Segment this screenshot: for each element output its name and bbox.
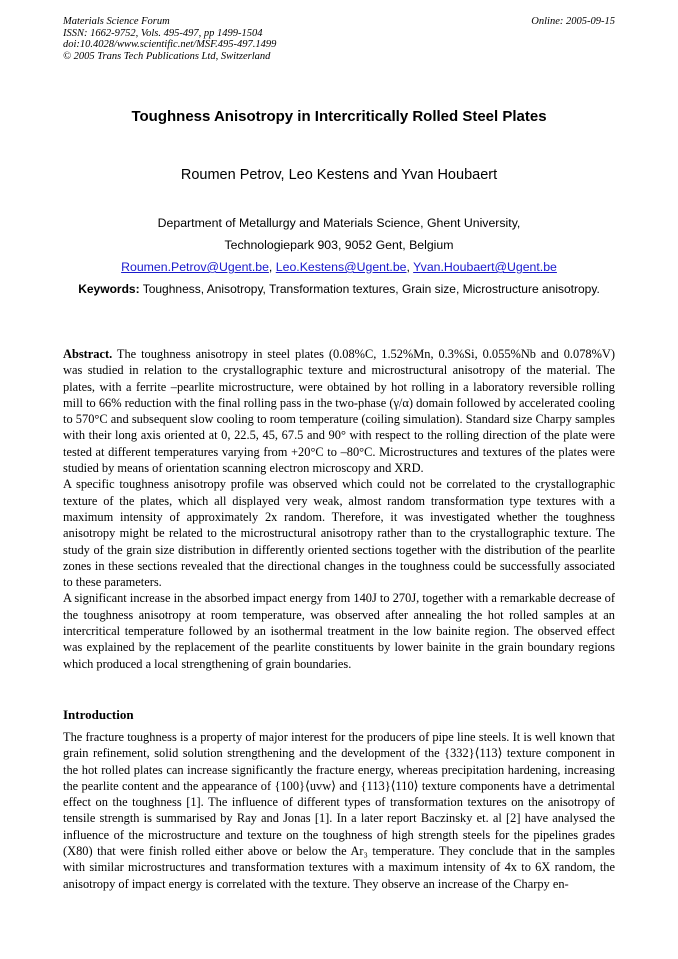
journal-header [63,16,615,62]
email-link-petrov[interactable]: Roumen.Petrov@Ugent.be [121,260,269,274]
keywords-label: Keywords: [78,282,140,296]
issn-line: ISSN: 1662-9752, Vols. 495-497, pp 1499-1504 [63,27,263,39]
email-link-kestens[interactable]: Leo.Kestens@Ugent.be [275,260,407,274]
copyright-line: © 2005 Trans Tech Publications Ltd, Switzerland [63,50,271,62]
affiliation-line-1: Department of Metallurgy and Materials Science, Ghent University, [157,216,521,230]
online-date: Online: 2005-09-15 [531,16,615,27]
section-heading-introduction: Introduction [63,707,134,722]
keywords [75,282,603,298]
abstract-text-1: The toughness anisotropy in steel plates (0.08%C, 1.52%Mn, 0.3%Si, 0.055%Nb and 0.078%V) was studied in relation to the crystallographic texture and microstructural anisotropy of the material. The plates, with a ferrite –pearlite microstructure, were obtained by hot rolling in a laboratory reversible rolling mill to 66% reduction with the final rolling pass in the two-phase (γ/α) domain followed by accelerated cooling to 570°C and subsequent slow cooling to room temperature (coiling simulation). Standard size Charpy samples with their long axis oriented at 0, 22.5, 45, 67.5 and 90° with respect to the rolling direction of the plate were tested at different temperatures varying from +20°C to –80°C. Microstructures and textures of the plates were studied by means of orientation scanning electron microscopy and XRD. [63,347,615,476]
introduction-body [63,729,615,892]
journal-name: Materials Science Forum [63,16,170,27]
abstract-paragraph-2: A specific toughness anisotropy profile was observed which could not be correlated to the crystallographic texture of the plates, which all displayed very weak, almost random transformation type textures with a maximum intensity of approximately 2x random. Therefore, it was investigated whether the toughness anisotropy might be related to the microstructural anisotropy rather than to the crystallographic texture. The study of the grain size distribution in differently oriented sections together with the distribution of the pearlite zones in these sections revealed that the directional changes in the toughness could be successfully associated to these parameters. [63,477,615,590]
doi-line: doi:10.4028/www.scientific.net/MSF.495-497.1499 [63,39,277,50]
affiliation-line-2: Technologiepark 903, 9052 Gent, Belgium [224,238,454,252]
abstract-paragraph-1 [63,346,615,476]
author-list: Roumen Petrov, Leo Kestens and Yvan Houbaert [180,167,498,183]
introduction-paragraph-1: The fracture toughness is a property of major interest for the producers of pipe line steels. It is well known that grain refinement, solid solution strengthening and the development of the {332}⟨113⟩ texture component in the hot rolled plates can increase significantly the fracture energy, whereas precipitation hardening, increasing the pearlite content and the appearance of {100}⟨uvw⟩ and {113}⟨110⟩ texture components have a detrimental effect on the toughness [1]. The influence of different types of transformation textures on the anisotropy of tensile strength is summarised by Ray and Jonas [1]. In a later report Baczinsky et. al [2] have analysed the influence of the microstructure and texture on the toughness of high strength steels for the pipelines grades (X80) that were finish rolled either above or below the Ar₃ temperature. They conclude that in the samples with similar microstructures and transformation textures with a maximum intensity of 4x to 6X random, the anisotropy of impact energy is correlated with the texture. They observe an increase of the Charpy en- [63,730,615,891]
paper-title: Toughness Anisotropy in Intercritically Rolled Steel Plates [131,108,547,125]
keywords-text: Toughness, Anisotropy, Transformation textures, Grain size, Microstructure anisotropy. [139,282,600,296]
email-list: Roumen.Petrov@Ugent.be, Leo.Kestens@Ugent.be, Yvan.Houbaert@Ugent.be [121,260,557,274]
abstract [63,346,615,672]
abstract-paragraph-3: A significant increase in the absorbed impact energy from 140J to 270J, together with a remarkable decrease of the toughness anisotropy at room temperature, was observed after annealing the hot rolled samples at an intercritical temperature followed by an isothermal treatment in the low bainite region. The observed effect was explained by the replacement of the pearlite constituents by lower bainite in the grain boundary regions which produced a local strengthening of grain boundaries. [63,591,615,671]
abstract-label: Abstract. [63,347,113,361]
email-link-houbaert[interactable]: Yvan.Houbaert@Ugent.be [413,260,557,274]
